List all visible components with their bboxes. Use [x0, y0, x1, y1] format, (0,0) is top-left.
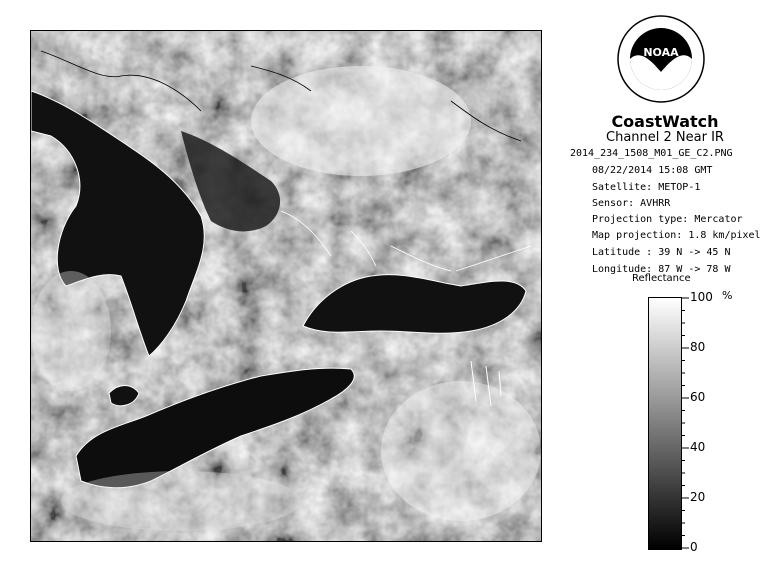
scale-tick-label: 40: [690, 440, 706, 454]
sensor-info: Sensor: AVHRR: [592, 198, 671, 209]
noaa-logo-text: [616, 14, 706, 104]
scale-tick-label: 100: [690, 290, 713, 304]
scale-tick-label: 20: [690, 490, 706, 504]
datetime: 08/22/2014 15:08 GMT: [592, 165, 713, 176]
longitude-range: Longitude: 87 W -> 78 W: [592, 264, 731, 275]
cloud-patch: [61, 471, 301, 531]
satellite-image: [30, 30, 542, 542]
scale-unit: %: [722, 289, 733, 302]
satellite-info: Satellite: METOP-1: [592, 182, 701, 193]
filename: 2014_234_1508_M01_GE_C2.PNG: [570, 148, 733, 159]
projection-type: Projection type: Mercator: [592, 214, 743, 225]
satellite-map-svg: [31, 31, 541, 541]
channel-label: Channel 2 Near IR: [606, 130, 724, 145]
cloud-patch: [381, 381, 541, 521]
product-title: CoastWatch: [611, 112, 719, 131]
scale-tick-label: 0: [690, 540, 698, 554]
reflectance-scale-bar: [648, 297, 682, 550]
scale-tick-label: 60: [690, 390, 706, 404]
scale-title: Reflectance: [632, 273, 691, 284]
latitude-range: Latitude : 39 N -> 45 N: [592, 247, 731, 258]
cloud-patch: [251, 66, 471, 176]
noaa-wordmark: NOAA: [643, 45, 679, 59]
scale-ticks: [681, 297, 693, 552]
scale-tick-label: 80: [690, 340, 706, 354]
map-projection: Map projection: 1.8 km/pixel: [592, 230, 761, 241]
cloud-patch: [31, 271, 111, 391]
